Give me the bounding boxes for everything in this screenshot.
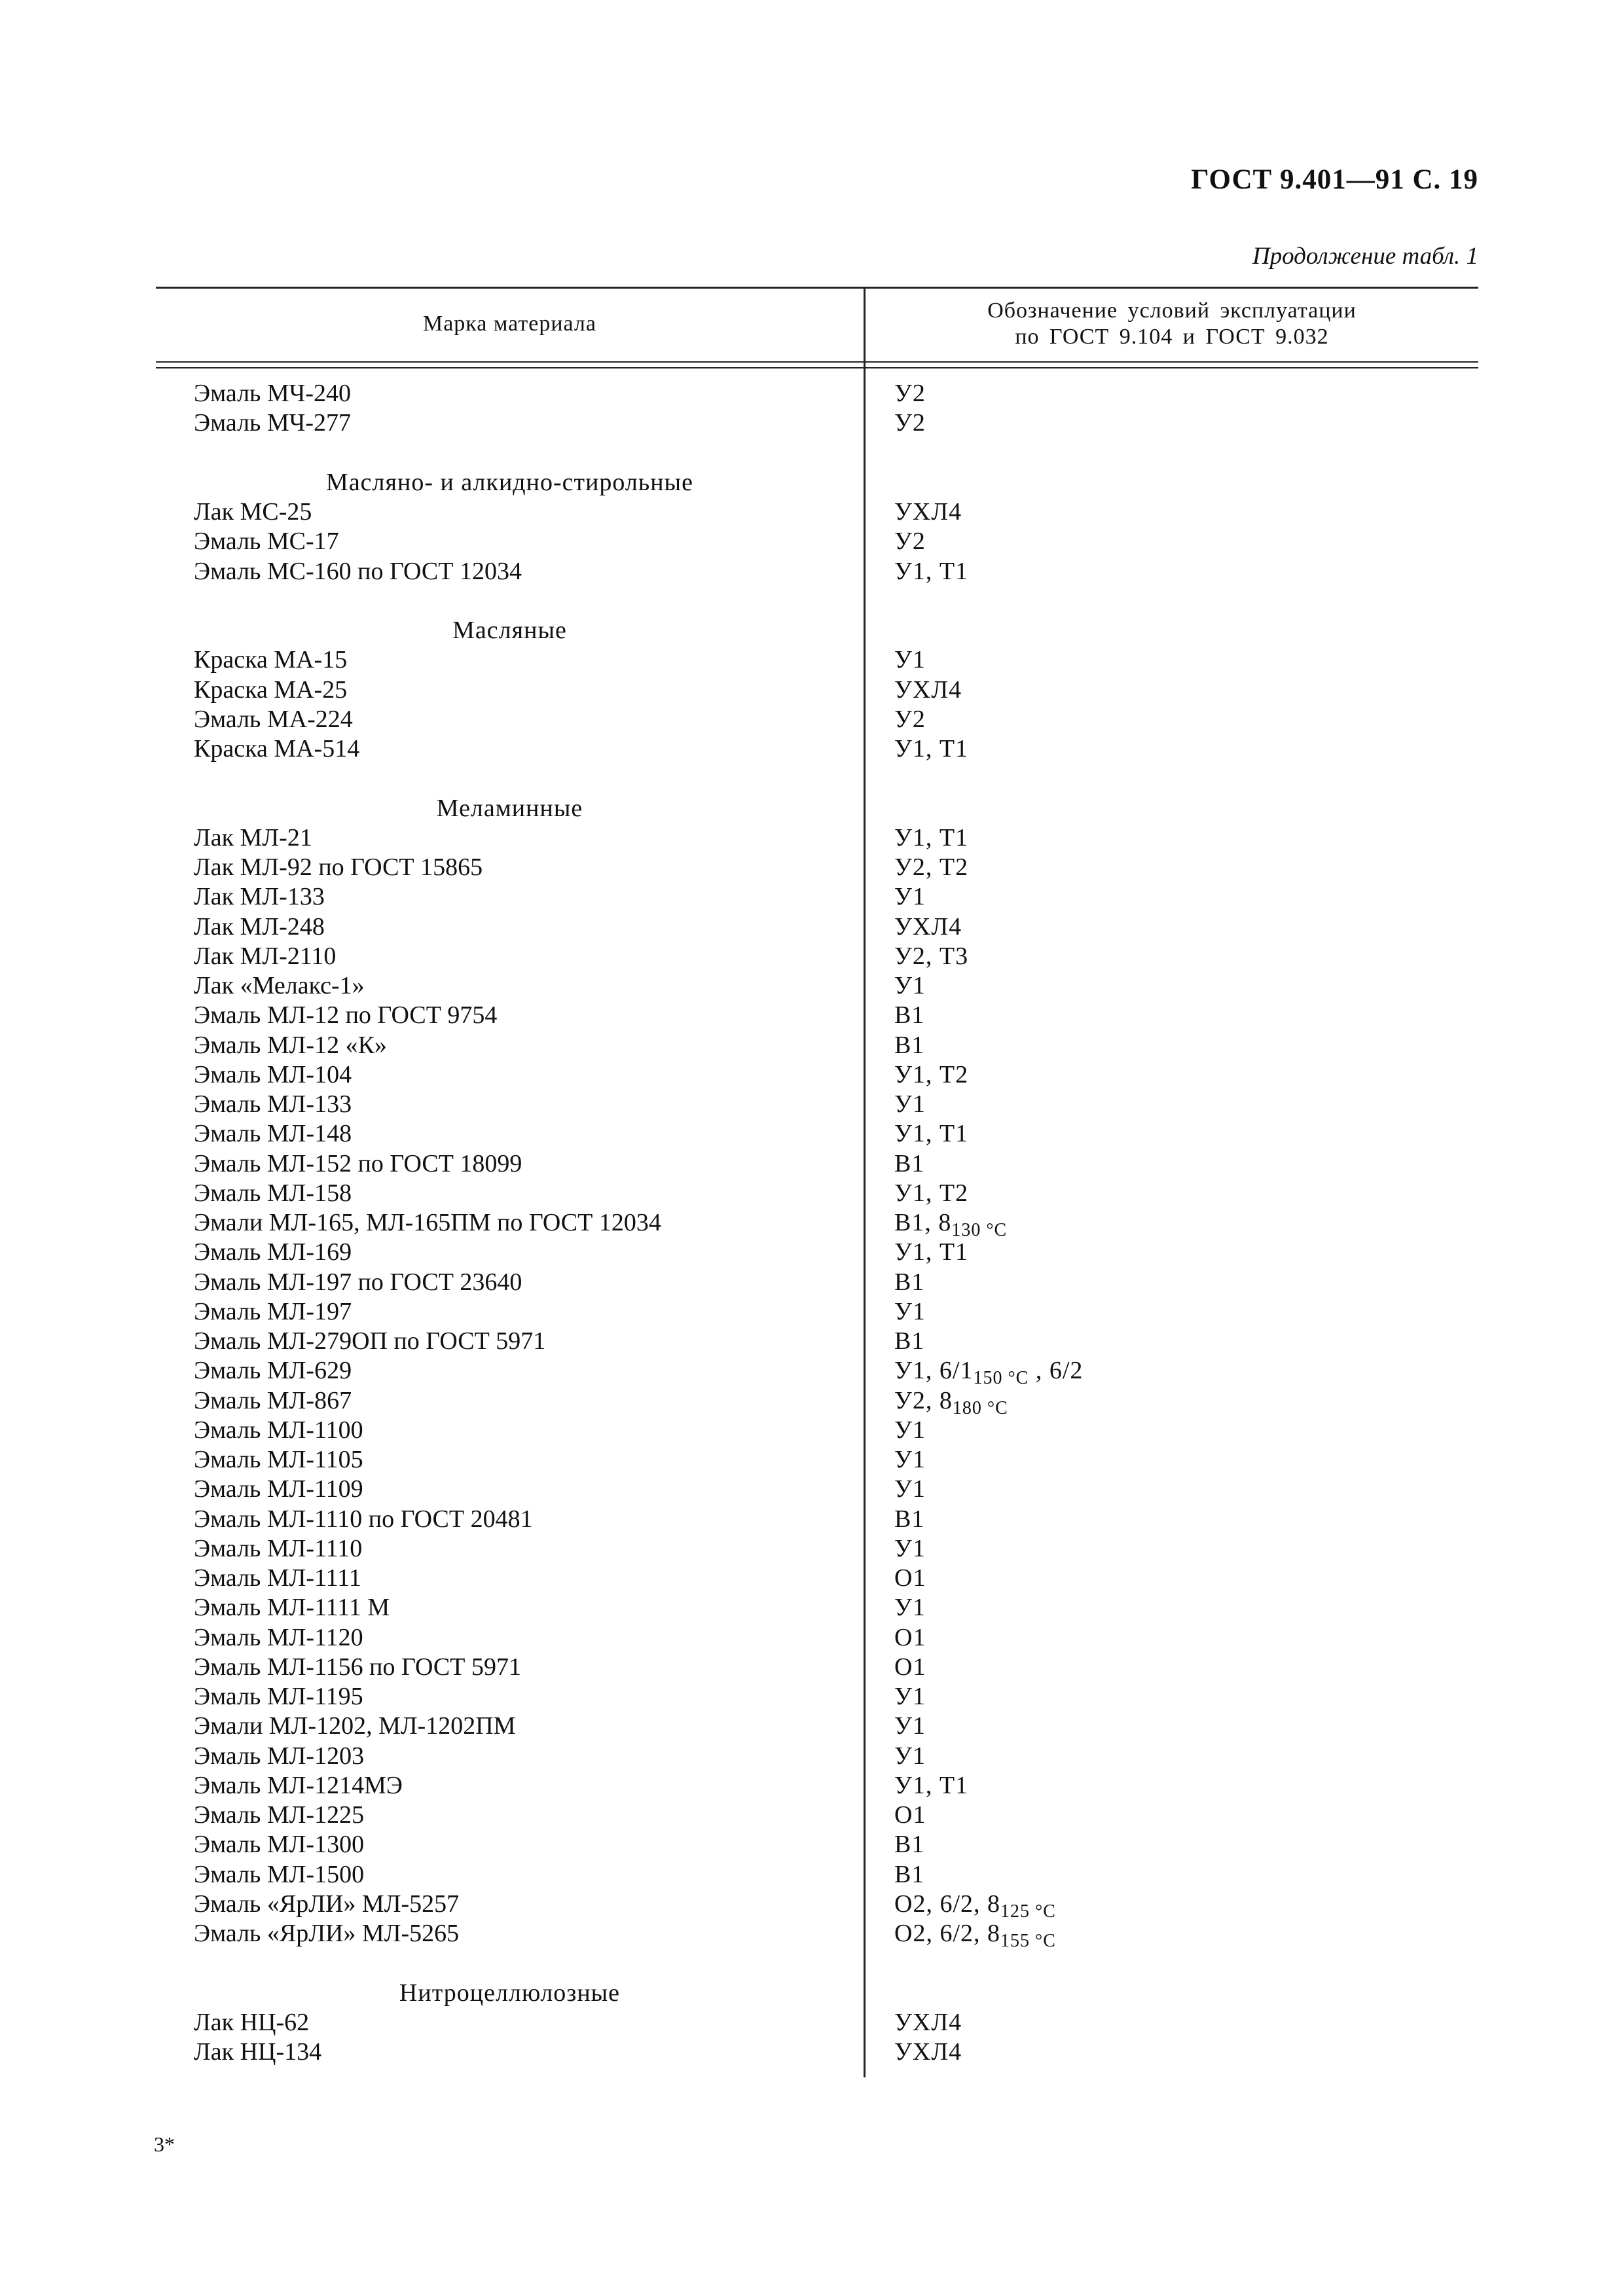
conditions-code: У1 (894, 646, 926, 674)
table-row (156, 1653, 1478, 1682)
conditions-code: УХЛ4 (894, 912, 962, 941)
conditions-code: У2 (894, 380, 926, 407)
conditions-code: О1 (894, 1801, 926, 1829)
material-name-cell: Лак НЦ-62 (194, 2008, 310, 2036)
operating-conditions-cell (894, 1327, 924, 1356)
table-row (156, 912, 1478, 942)
operating-conditions-cell (894, 645, 926, 675)
material-name-cell: Эмаль МЛ-12 по ГОСТ 9754 (194, 1001, 498, 1030)
table-section-row (156, 616, 1478, 645)
table-row (156, 675, 1478, 705)
material-name-cell: Эмаль МЛ-1225 (194, 1801, 365, 1829)
material-name-cell: Эмаль МЛ-1203 (194, 1742, 365, 1770)
operating-conditions-cell (894, 527, 926, 556)
operating-conditions-cell (894, 1179, 968, 1208)
material-name-cell: Эмаль МЛ-1156 по ГОСТ 5971 (194, 1653, 521, 1681)
table-row (156, 1505, 1478, 1534)
material-name-cell: Эмаль МС-160 по ГОСТ 12034 (194, 557, 522, 585)
conditions-code: У1, 6/1 (894, 1357, 974, 1385)
material-name-cell: Эмаль МЧ-240 (194, 380, 352, 407)
conditions-code: У1 (894, 883, 926, 911)
table-row (156, 1179, 1478, 1208)
conditions-code: В1 (894, 1327, 925, 1355)
table-row (156, 1890, 1478, 1922)
operating-conditions-cell (894, 1623, 926, 1653)
conditions-code: У1 (894, 1446, 926, 1473)
conditions-code: У1 (894, 1090, 926, 1118)
table-row (156, 1119, 1478, 1149)
conditions-code: У1, Т1 (894, 1120, 969, 1148)
conditions-code: У1 (894, 1712, 926, 1740)
material-name-cell: Краска МА-514 (194, 735, 360, 762)
table-row (156, 1031, 1478, 1060)
table-row (156, 1238, 1478, 1267)
material-name-cell: Эмаль МЛ-1120 (194, 1623, 363, 1651)
operating-conditions-cell (894, 1119, 968, 1149)
table-row (156, 1771, 1478, 1801)
material-name-cell: Эмаль МА-224 (194, 705, 353, 733)
material-name-cell: Эмаль МЛ-148 (194, 1120, 352, 1148)
operating-conditions-cell (894, 942, 968, 971)
material-name-cell: Эмаль МЛ-152 по ГОСТ 18099 (194, 1149, 522, 1177)
material-name-cell: Эмаль МЧ-277 (194, 409, 352, 437)
table-row (156, 1742, 1478, 1771)
conditions-code: УХЛ4 (894, 498, 962, 526)
table-row (156, 1623, 1478, 1653)
table-row (156, 2037, 1478, 2067)
table-row (156, 497, 1478, 527)
material-name-cell: Эмаль МЛ-1111 (194, 1564, 361, 1592)
operating-conditions-cell (894, 2008, 962, 2037)
operating-conditions-cell (894, 1653, 926, 1682)
material-name-cell: Эмаль МЛ-197 (194, 1297, 352, 1325)
operating-conditions-cell (894, 1297, 926, 1327)
document-header: ГОСТ 9.401—91 С. 19 (1191, 164, 1478, 195)
column-header-material-label: Марка материала (422, 312, 596, 336)
conditions-code: В1 (894, 1001, 925, 1030)
table-row (156, 1386, 1478, 1416)
operating-conditions-cell (894, 1771, 968, 1801)
section-title: Масляные (452, 617, 567, 644)
conditions-code: В1 (894, 1831, 925, 1859)
material-name-cell: Лак МЛ-92 по ГОСТ 15865 (194, 853, 483, 881)
conditions-code: У1 (894, 1475, 926, 1503)
conditions-code: УХЛ4 (894, 2038, 962, 2066)
material-name-cell: Лак МЛ-133 (194, 883, 325, 911)
operating-conditions-cell (894, 1593, 926, 1623)
conditions-code: У1 (894, 972, 926, 999)
operating-conditions-cell (894, 497, 962, 527)
operating-conditions-cell (894, 1475, 926, 1504)
conditions-code: У2, Т3 (894, 942, 969, 970)
material-name-cell: Эмаль МЛ-1195 (194, 1683, 363, 1710)
material-name-cell: Эмаль МЛ-158 (194, 1179, 352, 1207)
operating-conditions-cell (894, 882, 926, 912)
conditions-code: У1 (894, 1742, 926, 1770)
table-spacer-row (156, 764, 1478, 793)
conditions-code: У1 (894, 1683, 926, 1710)
material-name-cell: Эмаль МЛ-1110 (194, 1534, 363, 1562)
table-row (156, 1327, 1478, 1356)
conditions-code-suffix: , 6/2 (1029, 1357, 1084, 1385)
operating-conditions-cell (894, 1534, 926, 1564)
table-body (156, 379, 1478, 2067)
conditions-code: У2, Т2 (894, 853, 969, 881)
table-row (156, 645, 1478, 675)
operating-conditions-cell (894, 912, 962, 942)
table-row (156, 1475, 1478, 1504)
conditions-code: У1, Т2 (894, 1179, 969, 1207)
operating-conditions-cell (894, 557, 968, 586)
conditions-code: УХЛ4 (894, 675, 962, 704)
conditions-code: О2, 6/2, 8 (894, 1890, 1000, 1918)
conditions-code: У2, 8 (894, 1386, 953, 1414)
conditions-code: У1 (894, 1534, 926, 1562)
conditions-code: В1 (894, 1149, 925, 1177)
table-row (156, 882, 1478, 912)
conditions-code: В1 (894, 1505, 925, 1533)
conditions-code: О2, 6/2, 8 (894, 1920, 1000, 1947)
material-name-cell: Эмаль МЛ-197 по ГОСТ 23640 (194, 1268, 522, 1296)
table-header-double-rule (156, 361, 1478, 368)
material-name-cell: Лак МЛ-21 (194, 823, 312, 852)
table-row (156, 1060, 1478, 1090)
conditions-code: В1 (894, 1268, 925, 1296)
conditions-code: У1, Т1 (894, 823, 969, 852)
material-name-cell: Эмаль МЛ-1105 (194, 1446, 363, 1473)
operating-conditions-cell (894, 1712, 926, 1741)
material-name-cell: Эмаль МЛ-1109 (194, 1475, 363, 1503)
material-name-cell: Эмаль МЛ-629 (194, 1357, 352, 1385)
operating-conditions-cell (894, 1830, 924, 1859)
operating-conditions-cell (894, 1505, 924, 1534)
material-name-cell: Эмаль «ЯрЛИ» МЛ-5265 (194, 1920, 460, 1947)
material-name-cell: Эмаль МЛ-1214МЭ (194, 1771, 403, 1799)
operating-conditions-cell (894, 1801, 926, 1830)
temperature-subscript: 130 °С (951, 1220, 1008, 1240)
material-name-cell: Эмаль МС-17 (194, 528, 339, 556)
material-name-cell: Лак МС-25 (194, 498, 312, 526)
operating-conditions-cell (894, 675, 962, 705)
table-section-row (156, 1979, 1478, 2008)
materials-table (156, 287, 1478, 2077)
operating-conditions-cell (894, 379, 926, 408)
material-name-cell: Лак «Мелакс-1» (194, 972, 365, 999)
table-row (156, 1208, 1478, 1238)
table-section-row (156, 468, 1478, 497)
table-row (156, 1593, 1478, 1623)
table-row (156, 1564, 1478, 1593)
conditions-code: У1, Т1 (894, 735, 969, 762)
conditions-code: В1 (894, 1860, 925, 1888)
material-name-cell: Эмаль МЛ-1100 (194, 1416, 363, 1444)
material-name-cell: Краска МА-15 (194, 646, 348, 674)
temperature-subscript: 150 °С (973, 1368, 1029, 1389)
conditions-code: У1, Т1 (894, 1771, 969, 1799)
material-name-cell: Эмаль МЛ-1300 (194, 1831, 365, 1859)
operating-conditions-cell (894, 1445, 926, 1475)
column-header-material (156, 287, 864, 361)
material-name-cell: Краска МА-25 (194, 675, 348, 704)
conditions-code: У1, Т2 (894, 1060, 969, 1088)
conditions-code: УХЛ4 (894, 2008, 962, 2036)
table-row (156, 1682, 1478, 1712)
operating-conditions-cell (894, 1742, 926, 1771)
conditions-code: У2 (894, 705, 926, 733)
table-row (156, 1534, 1478, 1564)
operating-conditions-cell (894, 1682, 926, 1712)
column-header-conditions (866, 287, 1478, 361)
table-row (156, 853, 1478, 882)
section-title: Нитроцеллюлозные (399, 1979, 621, 2007)
table-row (156, 1268, 1478, 1297)
operating-conditions-cell (894, 1149, 924, 1179)
table-continuation-note: Продолжение табл. 1 (1252, 243, 1478, 270)
column-header-conditions-line1: Обозначение условий эксплуатации (987, 298, 1357, 323)
table-row (156, 2008, 1478, 2037)
table-row (156, 1860, 1478, 1890)
operating-conditions-cell (894, 1238, 968, 1267)
table-row (156, 734, 1478, 764)
section-title: Меламинные (436, 794, 583, 822)
operating-conditions-cell (894, 1001, 924, 1030)
material-name-cell: Эмаль «ЯрЛИ» МЛ-5257 (194, 1890, 460, 1918)
conditions-code: О1 (894, 1564, 926, 1592)
operating-conditions-cell (894, 1090, 926, 1119)
material-name-cell: Эмаль МЛ-169 (194, 1238, 352, 1266)
operating-conditions-cell (894, 1416, 926, 1445)
conditions-code: У1 (894, 1416, 926, 1444)
table-row (156, 1356, 1478, 1389)
table-row (156, 1830, 1478, 1859)
table-row (156, 379, 1478, 408)
table-spacer-row (156, 1948, 1478, 1978)
table-row (156, 1801, 1478, 1830)
table-row (156, 1149, 1478, 1179)
material-name-cell: Эмаль МЛ-1110 по ГОСТ 20481 (194, 1505, 533, 1533)
operating-conditions-cell (894, 1031, 924, 1060)
conditions-code: В1 (894, 1031, 925, 1059)
table-row (156, 1001, 1478, 1030)
conditions-code: О1 (894, 1623, 926, 1651)
material-name-cell: Эмали МЛ-1202, МЛ-1202ПМ (194, 1712, 516, 1740)
material-name-cell: Лак МЛ-248 (194, 912, 325, 941)
operating-conditions-cell (894, 1860, 924, 1890)
operating-conditions-cell (894, 853, 968, 882)
table-section-row (156, 794, 1478, 823)
material-name-cell: Эмаль МЛ-133 (194, 1090, 352, 1118)
material-name-cell: Лак НЦ-134 (194, 2038, 322, 2066)
table-row (156, 1297, 1478, 1327)
temperature-subscript: 155 °С (1000, 1931, 1056, 1951)
table-row (156, 705, 1478, 734)
column-header-conditions-line2: по ГОСТ 9.104 и ГОСТ 9.032 (1015, 325, 1329, 349)
operating-conditions-cell (894, 1060, 968, 1090)
operating-conditions-cell (894, 823, 968, 853)
table-row (156, 408, 1478, 438)
table-row (156, 557, 1478, 586)
operating-conditions-cell (894, 705, 926, 734)
material-name-cell: Эмаль МЛ-867 (194, 1386, 352, 1414)
table-spacer-row (156, 439, 1478, 468)
operating-conditions-cell (894, 1268, 924, 1297)
table-row (156, 527, 1478, 556)
table-row (156, 823, 1478, 853)
material-name-cell: Эмаль МЛ-104 (194, 1060, 352, 1088)
table-row (156, 1445, 1478, 1475)
material-name-cell: Эмали МЛ-165, МЛ-165ПМ по ГОСТ 12034 (194, 1209, 661, 1236)
conditions-code: У1, Т1 (894, 1238, 969, 1266)
table-spacer-row (156, 586, 1478, 616)
operating-conditions-cell (894, 408, 926, 438)
operating-conditions-cell (894, 734, 968, 764)
material-name-cell: Эмаль МЛ-1111 М (194, 1594, 390, 1622)
table-row (156, 1712, 1478, 1741)
material-name-cell: Эмаль МЛ-279ОП по ГОСТ 5971 (194, 1327, 546, 1355)
section-title: Масляно- и алкидно-стирольные (326, 468, 693, 496)
operating-conditions-cell (894, 1564, 926, 1593)
table-row (156, 1090, 1478, 1119)
material-name-cell: Лак МЛ-2110 (194, 942, 337, 970)
page-signature-mark: 3* (154, 2132, 175, 2156)
table-row (156, 1416, 1478, 1445)
conditions-code: У1, Т1 (894, 557, 969, 585)
conditions-code: У1 (894, 1297, 926, 1325)
operating-conditions-cell (894, 2037, 962, 2067)
conditions-code: В1, 8 (894, 1209, 952, 1236)
table-row (156, 1919, 1478, 1951)
conditions-code: У2 (894, 528, 926, 556)
material-name-cell: Эмаль МЛ-12 «К» (194, 1031, 387, 1059)
conditions-code: У2 (894, 409, 926, 437)
material-name-cell: Эмаль МЛ-1500 (194, 1860, 365, 1888)
table-row (156, 971, 1478, 1001)
temperature-subscript: 125 °С (1000, 1901, 1056, 1922)
operating-conditions-cell (894, 971, 926, 1001)
conditions-code: У1 (894, 1594, 926, 1622)
conditions-code: О1 (894, 1653, 926, 1681)
temperature-subscript: 180 °С (952, 1397, 1008, 1418)
table-row (156, 942, 1478, 971)
